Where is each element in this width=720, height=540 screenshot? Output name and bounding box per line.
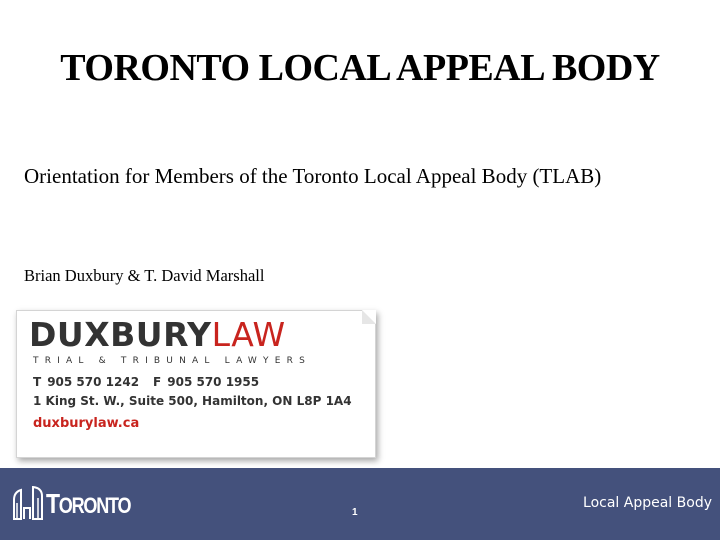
card-page-curl: [362, 310, 376, 324]
page-number: 1: [352, 507, 358, 518]
card-brand-light: LAW: [211, 315, 286, 354]
toronto-logo: [12, 486, 149, 520]
card-address: 1 King St. W., Suite 500, Hamilton, ON L8P 1A4: [33, 394, 352, 408]
card-phone: 905 570 1242: [47, 375, 140, 389]
card-fax: 905 570 1955: [167, 375, 260, 389]
slide-authors: Brian Duxbury & T. David Marshall: [24, 266, 265, 285]
slide-title: TORONTO LOCAL APPEAL BODY: [60, 47, 660, 89]
toronto-wordmark-initial: T: [46, 488, 59, 519]
footer-band: [0, 468, 720, 540]
card-phone-row: [33, 375, 259, 389]
card-brand: [29, 317, 286, 353]
business-card: [16, 310, 376, 458]
toronto-wordmark-rest: ORONTO: [58, 493, 131, 518]
card-tagline: TRIAL & TRIBUNAL LAWYERS: [33, 356, 311, 366]
card-website: duxburylaw.ca: [33, 416, 140, 431]
card-brand-bold: DUXBURY: [29, 315, 212, 354]
footer-label: Local Appeal Body: [583, 495, 712, 511]
toronto-city-hall-icon: [12, 486, 44, 520]
toronto-wordmark: [46, 490, 130, 520]
slide-subtitle: Orientation for Members of the Toronto Local Appeal Body (TLAB): [24, 164, 602, 188]
card-phone-label: T: [33, 375, 42, 389]
card-fax-label: F: [153, 375, 162, 389]
